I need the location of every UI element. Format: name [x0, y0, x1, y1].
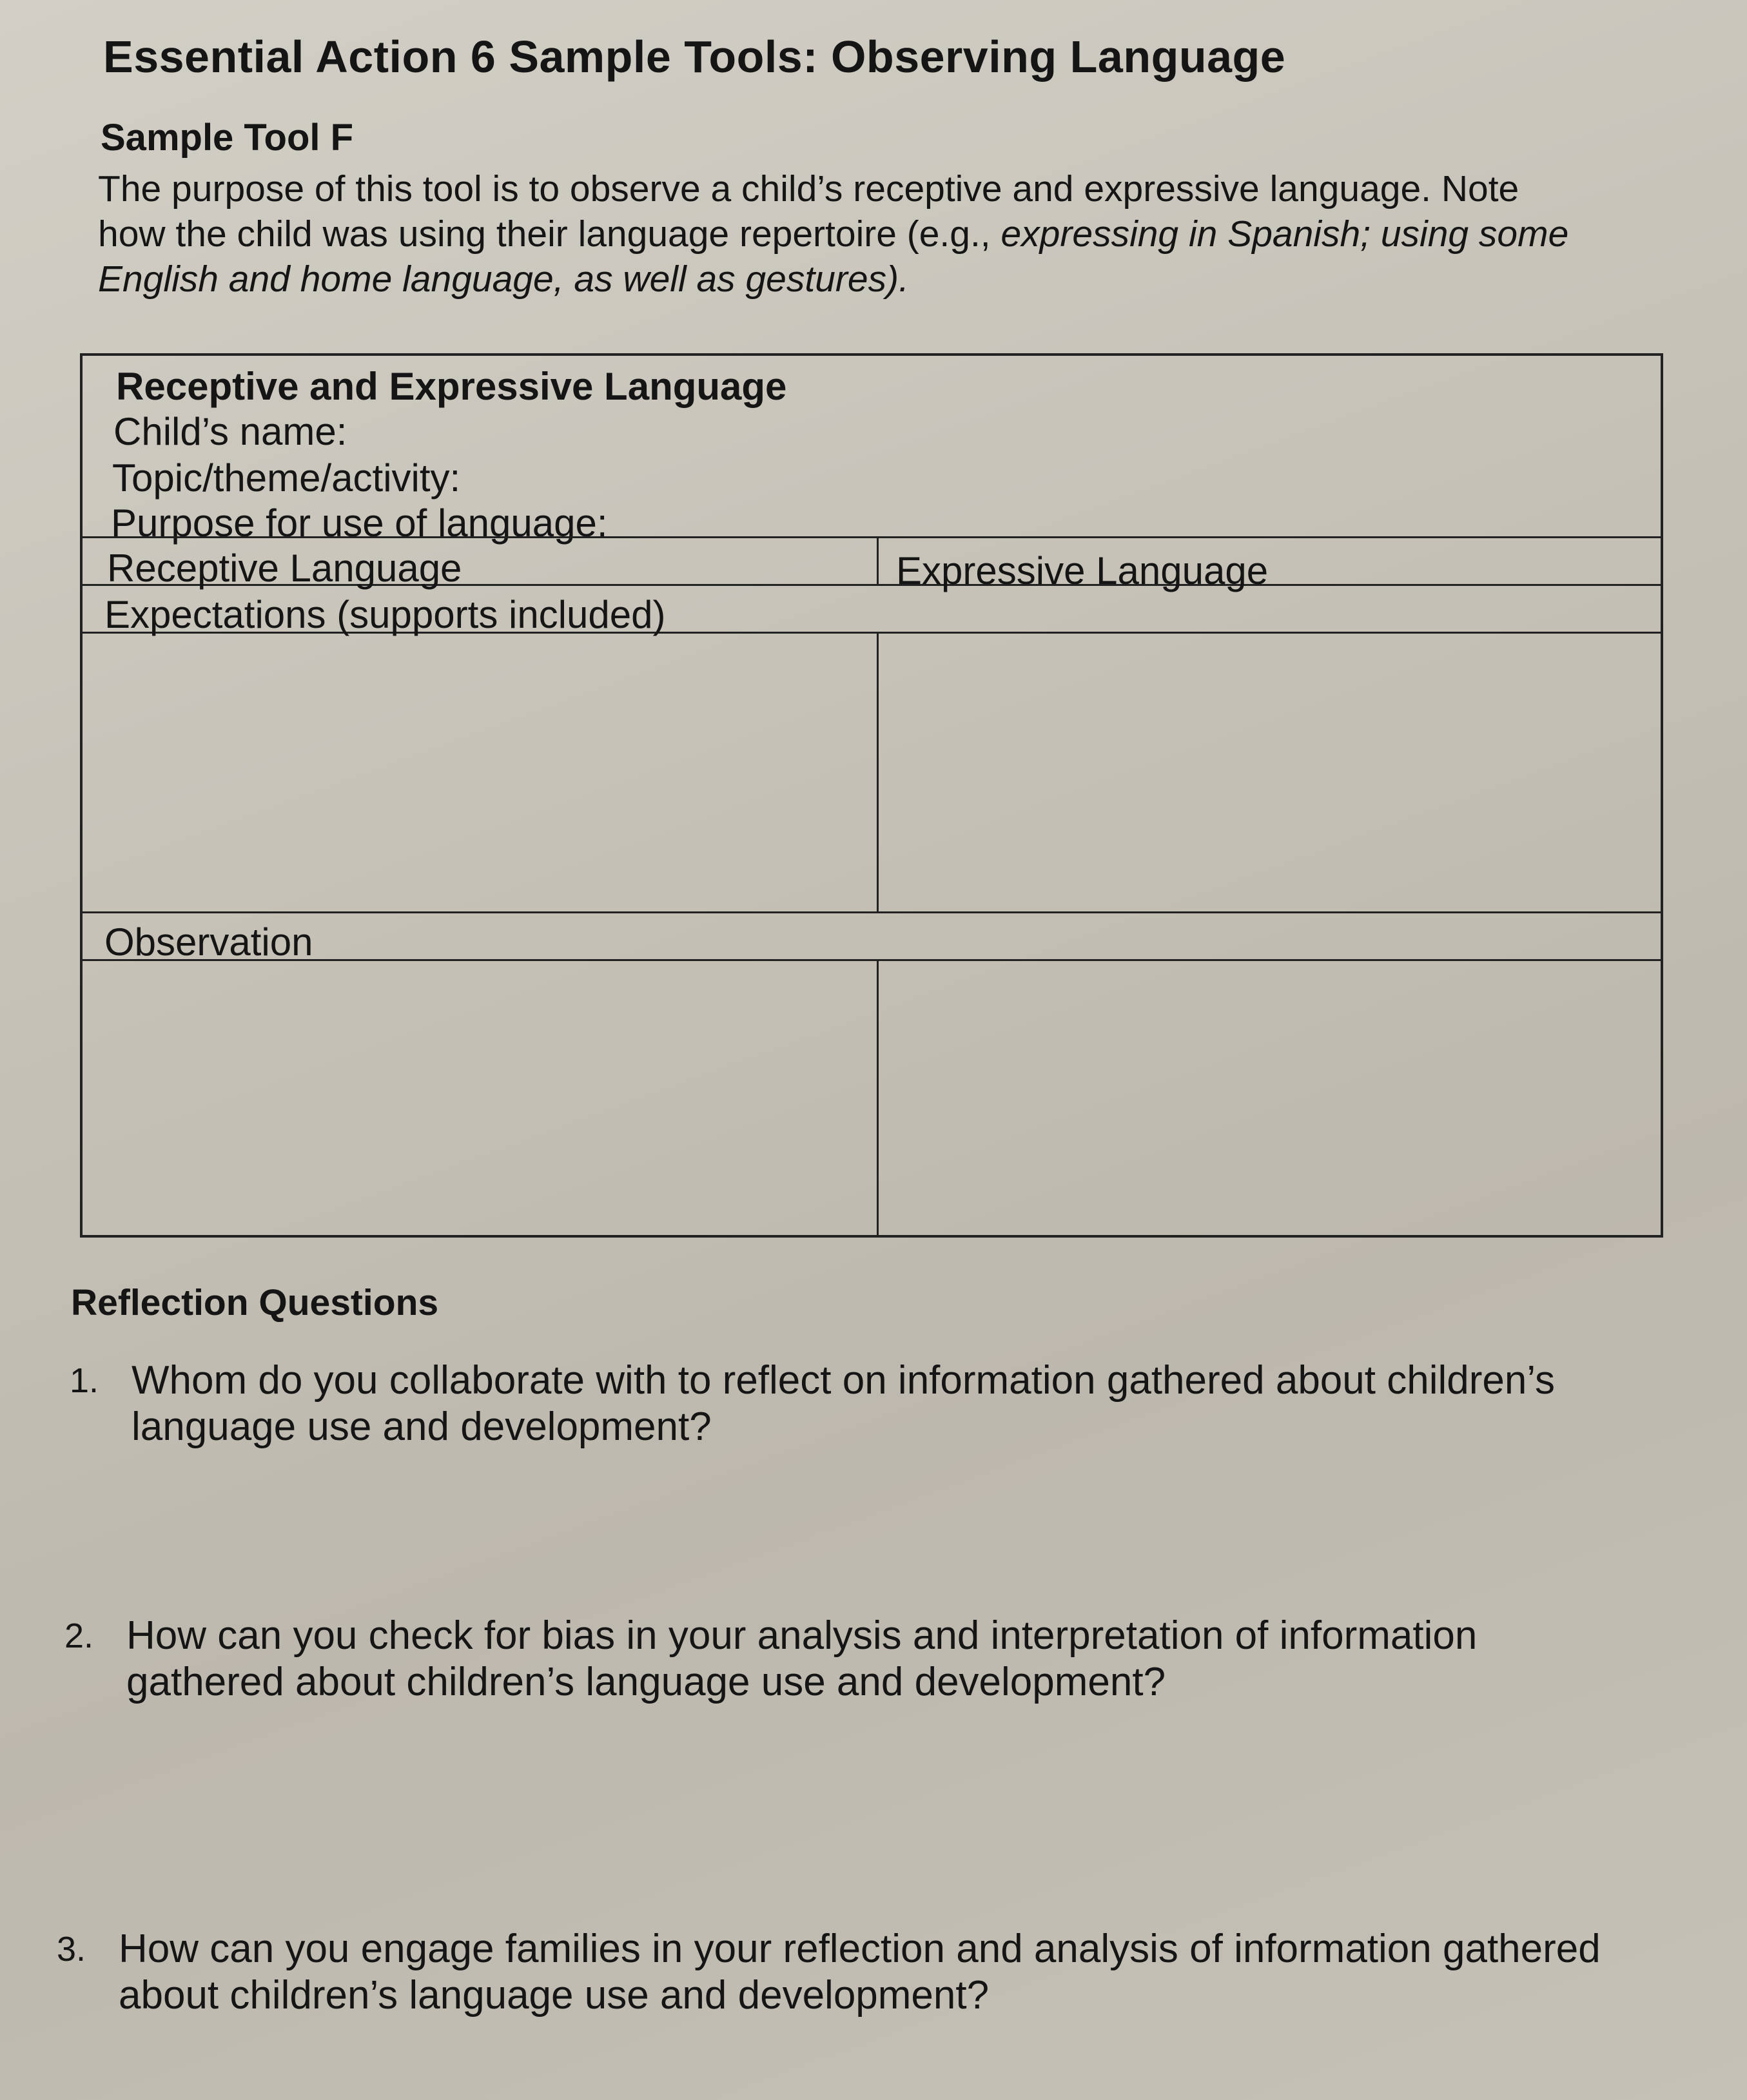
question-text: [126, 1613, 1477, 1706]
expressive-expectations-cell[interactable]: [883, 637, 1657, 906]
receptive-expectations-cell[interactable]: [88, 637, 870, 906]
topic-label: Topic/theme/activity:: [112, 456, 461, 500]
row-divider-observation-top: [83, 911, 1661, 913]
receptive-language-header: Receptive Language: [107, 547, 462, 590]
intro-line-2: [98, 211, 1658, 257]
expressive-language-header: Expressive Language: [896, 549, 1269, 592]
purpose-label: Purpose for use of language:: [111, 501, 608, 545]
receptive-observation-cell[interactable]: [88, 964, 870, 1232]
question-number: 1.: [70, 1361, 99, 1400]
expectations-label: Expectations (supports included): [104, 593, 666, 636]
col-divider-expectations: [877, 632, 879, 911]
question-line-2: about children’s language use and development?: [119, 1973, 990, 2017]
question-line-1: Whom do you collaborate with to reflect on information gathered about children’s: [132, 1358, 1555, 1403]
col-divider-observation: [877, 959, 879, 1238]
question-number: 3.: [57, 1930, 86, 1969]
question-text: [119, 1926, 1601, 2019]
question-line-1: How can you engage families in your reflection and analysis of information gathered: [119, 1927, 1601, 1971]
question-line-1: How can you check for bias in your analysis and interpretation of information: [126, 1613, 1478, 1658]
form-heading: Receptive and Expressive Language: [116, 365, 787, 408]
observation-label: Observation: [104, 920, 313, 964]
question-number: 2.: [64, 1617, 94, 1655]
intro-paragraph: [98, 166, 1658, 302]
intro-line-2-italic: expressing in Spanish; using some: [1000, 213, 1569, 255]
col-divider-headers: [877, 536, 879, 584]
observation-form-table: [80, 353, 1663, 1238]
row-divider-header: [83, 536, 1661, 538]
tool-subtitle: Sample Tool F: [101, 117, 354, 159]
intro-line-1: The purpose of this tool is to observe a child’s receptive and expressive language. Note: [98, 168, 1519, 209]
intro-line-3-italic: English and home language, as well as gestures).: [98, 258, 909, 300]
expressive-observation-cell[interactable]: [883, 964, 1657, 1232]
intro-line-3: [98, 257, 1658, 302]
reflection-questions-title: Reflection Questions: [71, 1282, 439, 1323]
page-title: Essential Action 6 Sample Tools: Observing Language: [103, 32, 1286, 82]
question-text: [132, 1357, 1555, 1450]
child-name-label: Child’s name:: [113, 410, 347, 453]
intro-line-2-plain: how the child was using their language repertoire (e.g.,: [98, 213, 1001, 255]
question-line-2: language use and development?: [132, 1405, 712, 1449]
question-line-2: gathered about children’s language use and development?: [126, 1660, 1166, 1704]
row-divider-observation-bottom: [83, 959, 1661, 961]
